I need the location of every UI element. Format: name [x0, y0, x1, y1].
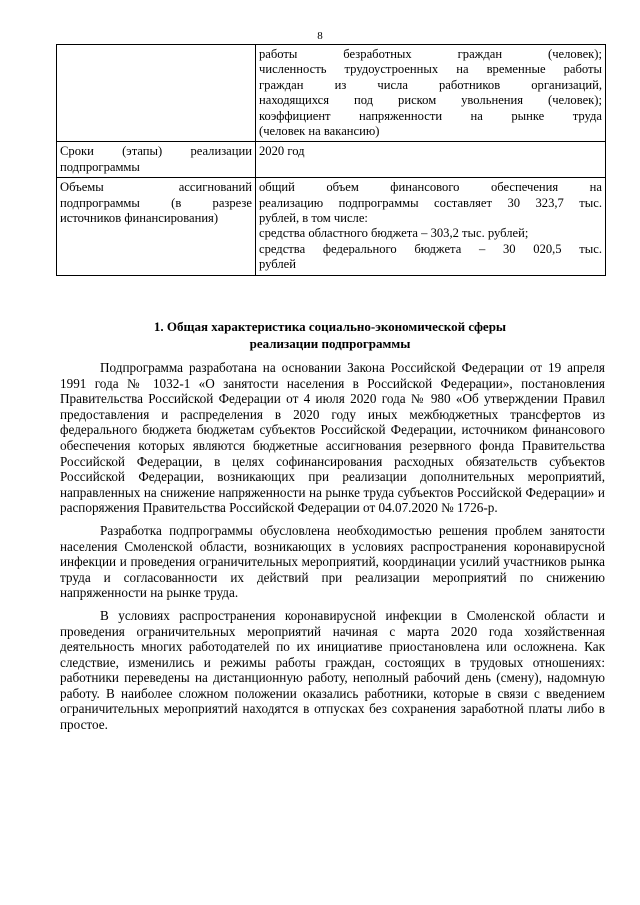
section-heading-line: реализации подпрограммы: [249, 336, 411, 351]
table-cell-label: [57, 142, 256, 178]
cell-line: (человек на вакансию): [259, 124, 380, 139]
table-row: [57, 45, 606, 142]
cell-line: средства областного бюджета – 303,2 тыс. рублей;: [259, 226, 529, 241]
table-row: [57, 142, 606, 178]
table-cell-value: [256, 178, 606, 275]
cell-line: граждан из числа работников организаций,: [259, 77, 602, 92]
cell-line: находящихся под риском увольнения (человек);: [259, 93, 602, 108]
cell-line: Сроки (этапы) реализации: [60, 144, 252, 159]
table-cell-label: [57, 178, 256, 275]
cell-line: средства федерального бюджета – 30 020,5 тыс.: [259, 241, 602, 256]
paragraph: Подпрограмма разработана на основании Закона Российской Федерации от 19 апреля 1991 года № 1032-1 «О занятости населения в Российской Федерации», постановления Правительства Российской Федерации от 4 июля 2020 года № 980 «Об утверждении Правил предоставления и распределения в 2020 году иных межбюджетных трансфертов из федерального бюджета бюджетам субъектов Российской Федерации, источником финансового обеспечения которых являются бюджетные ассигнования резервного фонда Правительства Российской Федерации, в целях софинансирования расходных обязательств субъектов Российской Федерации, возникающих при реализации дополнительных мероприятий, направленных на снижение напряженности на рынке труда субъектов Российской Федерации» и распоряжения Правительства Российской Федерации от 04.07.2020 № 1726-р.: [60, 360, 605, 516]
cell-line: общий объем финансового обеспечения на: [259, 180, 602, 195]
paragraph: В условиях распространения коронавирусной инфекции в Смоленской области и проведения ограничительных мероприятий начиная с марта 2020 года хозяйственная деятельность многих работодателей по их инициативе приостановлена или осложнена. Как следствие, изменились и режимы работы граждан, состоящих в трудовых отношениях: работники переведены на дистанционную работу, неполный рабочий день (смену), надомную работу. В наиболее сложном положении оказались работники, которые в связи с введением ограничительных мероприятий находятся в отпусках без сохранения заработной платы либо в простое.: [60, 607, 605, 733]
section-heading-line: 1. Общая характеристика социально-экономической сферы: [153, 319, 507, 334]
cell-line: подпрограммы (в разрезе: [60, 195, 252, 210]
cell-line: 2020 год: [259, 144, 305, 159]
cell-line: подпрограммы: [60, 159, 140, 174]
cell-line: реализацию подпрограммы составляет 30 323,7 тыс.: [259, 195, 602, 210]
cell-line: источников финансирования): [60, 211, 219, 226]
section-heading: [60, 318, 600, 352]
cell-line: рублей: [259, 257, 296, 272]
cell-line: рублей, в том числе:: [259, 211, 368, 226]
table-cell-label: [57, 45, 256, 142]
cell-line: Объемы ассигнований: [60, 180, 252, 195]
page-number: 8: [317, 30, 323, 42]
table-row: [57, 178, 606, 275]
cell-line: работы безработных граждан (человек);: [259, 47, 602, 61]
cell-line: коэффициент напряженности на рынке труда: [259, 108, 602, 123]
passport-table: [56, 44, 606, 276]
table-cell-value: [256, 142, 606, 178]
cell-line: численность трудоустроенных на временные работы: [259, 62, 602, 77]
body-text: [60, 360, 605, 740]
table-cell-value: [256, 45, 606, 142]
paragraph: Разработка подпрограммы обусловлена необходимостью решения проблем занятости населения Смоленской области, возникающих в условиях распространения коронавирусной инфекции и проведения ограничительных мероприятий, координации усилий участников рынка труда и согласованности их действий при реализации мероприятий по снижению напряженности на рынке труда.: [60, 522, 605, 601]
